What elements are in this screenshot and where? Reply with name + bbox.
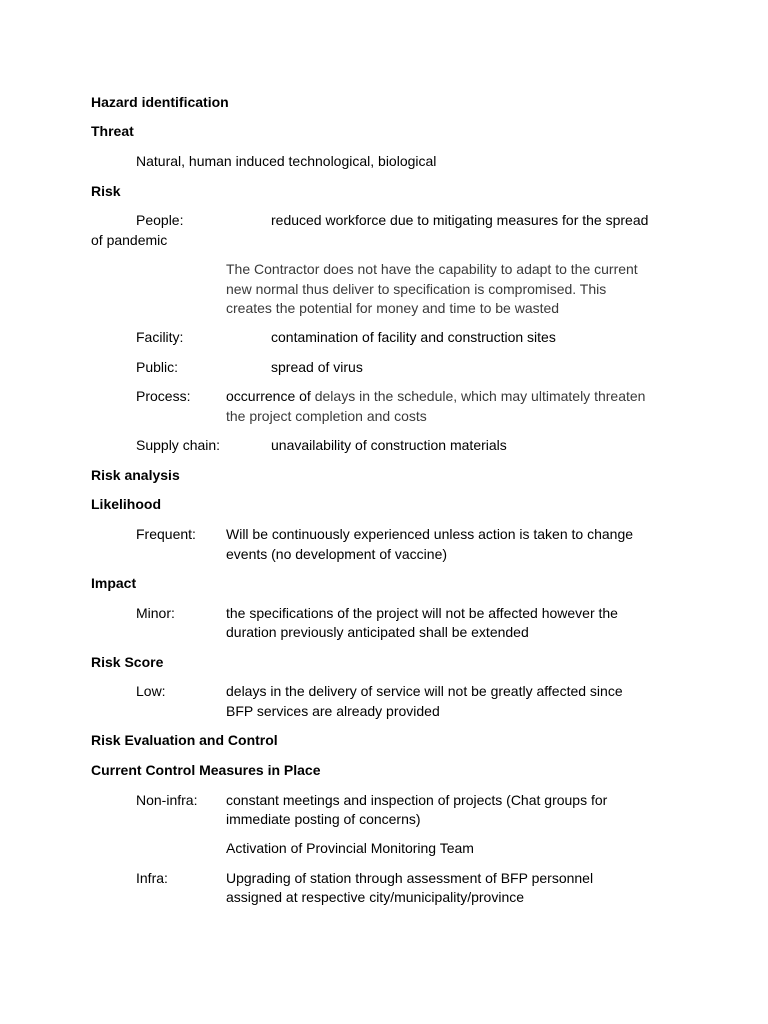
activation-text: Activation of Provincial Monitoring Team: [226, 840, 474, 856]
heading-likelihood: Likelihood: [91, 496, 161, 512]
risk-score-text-line2: BFP services are already provided: [226, 703, 440, 719]
infra-text-line2: assigned at respective city/municipality/province: [226, 889, 525, 905]
noninfra-text-line2: immediate posting of concerns): [226, 811, 421, 827]
heading-risk-evaluation: Risk Evaluation and Control: [91, 732, 278, 748]
facility-label: Facility:: [136, 329, 184, 345]
heading-risk-analysis: Risk analysis: [91, 467, 180, 483]
people-label: People:: [136, 212, 184, 228]
process-text-part1: occurrence of: [226, 388, 315, 404]
heading-threat: Threat: [91, 123, 134, 139]
infra-label: Infra:: [136, 870, 168, 886]
heading-risk-score: Risk Score: [91, 654, 164, 670]
risk-score-text-line1: delays in the delivery of service will not be greatly affected since: [226, 683, 623, 699]
process-text-part2: delays in the schedule, which may ultimately threaten: [314, 388, 646, 404]
process-text-line1: [226, 386, 645, 406]
likelihood-label: Frequent:: [136, 526, 196, 542]
public-label: Public:: [136, 359, 179, 375]
people-text-line2: of pandemic: [91, 232, 168, 248]
impact-text-line2: duration previously anticipated shall be extended: [226, 624, 529, 640]
heading-current-control: Current Control Measures in Place: [91, 762, 321, 778]
contractor-text-line3: creates the potential for money and time to be wasted: [226, 300, 560, 316]
process-label: Process:: [136, 388, 191, 404]
risk-score-label: Low:: [136, 683, 166, 699]
impact-text-line1: the specifications of the project will not be affected however the: [226, 605, 618, 621]
supply-chain-text: unavailability of construction materials: [271, 437, 507, 453]
facility-text: contamination of facility and construction sites: [271, 329, 556, 345]
impact-label: Minor:: [136, 605, 175, 621]
infra-text-line1: Upgrading of station through assessment of BFP personnel: [226, 870, 594, 886]
supply-chain-label: Supply chain:: [136, 437, 221, 453]
heading-hazard-identification: Hazard identification: [91, 94, 229, 110]
people-text-line1: reduced workforce due to mitigating measures for the spread: [271, 212, 649, 228]
likelihood-text-line1: Will be continuously experienced unless action is taken to change: [226, 526, 634, 542]
likelihood-text-line2: events (no development of vaccine): [226, 546, 448, 562]
public-text: spread of virus: [271, 359, 363, 375]
threat-text: Natural, human induced technological, biological: [136, 153, 437, 169]
heading-impact: Impact: [91, 575, 137, 591]
contractor-text-line1: The Contractor does not have the capability to adapt to the current: [226, 261, 638, 277]
noninfra-text-line1: constant meetings and inspection of projects (Chat groups for: [226, 792, 608, 808]
contractor-text-line2: new normal thus deliver to specification is compromised. This: [226, 281, 607, 297]
noninfra-label: Non-infra:: [136, 792, 198, 808]
heading-risk: Risk: [91, 183, 121, 199]
process-text-line2: the project completion and costs: [226, 408, 427, 424]
